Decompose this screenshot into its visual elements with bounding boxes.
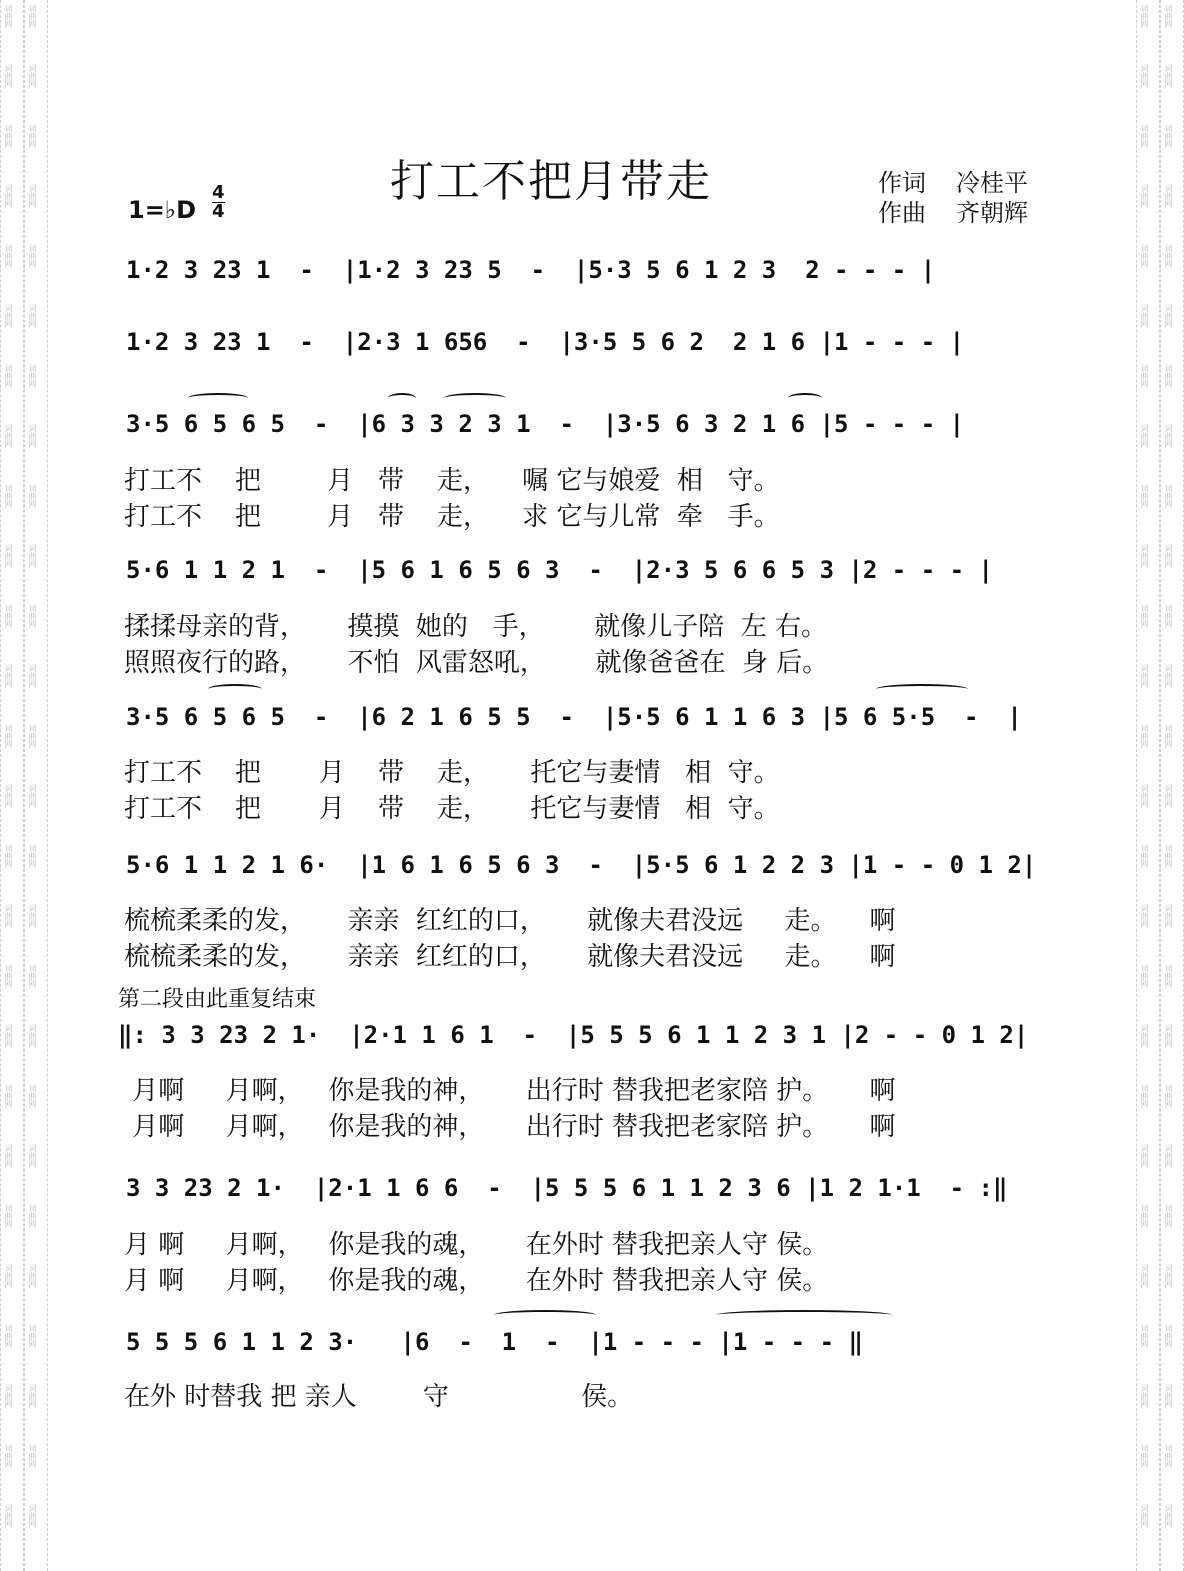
credit-name: 齐朝辉 bbox=[956, 199, 1028, 227]
watermark-text: 词曲网 bbox=[1140, 244, 1149, 268]
watermark-text: 词曲网 bbox=[28, 1324, 37, 1348]
watermark-text: 词曲网 bbox=[1140, 64, 1149, 88]
watermark-text: 词曲网 bbox=[28, 664, 37, 688]
watermark-text: 词曲网 bbox=[1164, 604, 1173, 628]
watermark-text: 词曲网 bbox=[1164, 724, 1173, 748]
watermark-text: 词曲网 bbox=[1164, 964, 1173, 988]
watermark-text: 词曲网 bbox=[28, 1024, 37, 1048]
watermark-text: 词曲网 bbox=[1164, 544, 1173, 568]
watermark-text: 词曲网 bbox=[28, 724, 37, 748]
watermark-text: 词曲网 bbox=[1164, 1084, 1173, 1108]
watermark-text: 词曲网 bbox=[4, 1024, 13, 1048]
watermark-text: 词曲网 bbox=[1140, 4, 1149, 28]
watermark-text: 词曲网 bbox=[28, 964, 37, 988]
watermark-text: 词曲网 bbox=[1164, 844, 1173, 868]
notation-line-4: 5·6 1 1 2 1 - |5 6 1 6 5 6 3 - |2·3 5 6 6 5 3 |2 - - - | bbox=[126, 556, 993, 584]
watermark-text: 词曲网 bbox=[28, 904, 37, 928]
time-signature-top: 4 bbox=[212, 182, 225, 203]
watermark-text: 词曲网 bbox=[1164, 244, 1173, 268]
watermark-text: 词曲网 bbox=[28, 1384, 37, 1408]
left-watermark-strip-2 bbox=[24, 0, 48, 1571]
watermark-text: 词曲网 bbox=[1164, 184, 1173, 208]
watermark-text: 词曲网 bbox=[28, 4, 37, 28]
time-signature-bottom: 4 bbox=[212, 201, 225, 222]
watermark-text: 词曲网 bbox=[4, 4, 13, 28]
watermark-text: 词曲网 bbox=[4, 64, 13, 88]
credit-role: 作词 bbox=[878, 169, 926, 197]
credit-name: 冷桂平 bbox=[956, 169, 1028, 197]
composer-credit bbox=[878, 198, 1028, 228]
watermark-text: 词曲网 bbox=[28, 304, 37, 328]
watermark-text: 词曲网 bbox=[1164, 784, 1173, 808]
watermark-text: 词曲网 bbox=[1140, 304, 1149, 328]
notation-line-5: 3·5 6 5 6 5 - |6 2 1 6 5 5 - |5·5 6 1 1 6 3 |5 6 5·5 - | bbox=[126, 703, 1022, 731]
watermark-text: 词曲网 bbox=[28, 184, 37, 208]
watermark-text: 词曲网 bbox=[28, 1204, 37, 1228]
lyric-line: 月啊 月啊， 你是我的神， 出行时 替我把老家陪 护。 啊 bbox=[124, 1076, 896, 1106]
watermark-text: 词曲网 bbox=[1164, 1444, 1173, 1468]
watermark-text: 词曲网 bbox=[1140, 664, 1149, 688]
watermark-text: 词曲网 bbox=[4, 724, 13, 748]
watermark-text: 词曲网 bbox=[1140, 544, 1149, 568]
watermark-text: 词曲网 bbox=[4, 364, 13, 388]
slur-mark bbox=[188, 393, 248, 403]
watermark-text: 词曲网 bbox=[1164, 1504, 1173, 1528]
right-watermark-strip-2 bbox=[1160, 0, 1184, 1571]
watermark-text: 词曲网 bbox=[1140, 904, 1149, 928]
slur-mark bbox=[388, 393, 416, 403]
lyric-line: 揉揉母亲的背， 摸摸 她的 手， 就像儿子陪 左 右。 bbox=[124, 612, 828, 642]
watermark-text: 词曲网 bbox=[4, 1504, 13, 1528]
watermark-text: 词曲网 bbox=[1140, 1084, 1149, 1108]
watermark-text: 词曲网 bbox=[1164, 64, 1173, 88]
watermark-text: 词曲网 bbox=[1164, 1204, 1173, 1228]
lyric-line: 照照夜行的路， 不怕 风雷怒吼， 就像爸爸在 身 后。 bbox=[124, 648, 829, 678]
watermark-text: 词曲网 bbox=[28, 784, 37, 808]
watermark-text: 词曲网 bbox=[4, 964, 13, 988]
watermark-text: 词曲网 bbox=[4, 1324, 13, 1348]
right-watermark-strip bbox=[1136, 0, 1160, 1571]
watermark-text: 词曲网 bbox=[1140, 784, 1149, 808]
slur-mark bbox=[716, 1310, 892, 1320]
watermark-text: 词曲网 bbox=[1164, 364, 1173, 388]
watermark-text: 词曲网 bbox=[1140, 184, 1149, 208]
watermark-text: 词曲网 bbox=[1164, 124, 1173, 148]
watermark-text: 词曲网 bbox=[1140, 1204, 1149, 1228]
watermark-text: 词曲网 bbox=[1140, 844, 1149, 868]
watermark-text: 词曲网 bbox=[4, 1384, 13, 1408]
time-signature bbox=[212, 184, 225, 221]
watermark-text: 词曲网 bbox=[28, 1444, 37, 1468]
notation-line-6: 5·6 1 1 2 1 6· |1 6 1 6 5 6 3 - |5·5 6 1 2 2 3 |1 - - 0 1 2| bbox=[126, 851, 1037, 879]
watermark-text: 词曲网 bbox=[28, 844, 37, 868]
watermark-text: 词曲网 bbox=[28, 64, 37, 88]
watermark-text: 词曲网 bbox=[1164, 484, 1173, 508]
lyric-line: 打工不 把 月 带 走， 托它与妻情 相 守。 bbox=[124, 758, 780, 788]
lyric-line: 打工不 把 月 带 走， 求 它与儿常 牵 手。 bbox=[124, 502, 780, 532]
lyric-line: 月啊 月啊， 你是我的神， 出行时 替我把老家陪 护。 啊 bbox=[124, 1112, 896, 1142]
watermark-text: 词曲网 bbox=[1140, 964, 1149, 988]
watermark-text: 词曲网 bbox=[1140, 1504, 1149, 1528]
notation-line-9: 5 5 5 6 1 1 2 3· |6 - 1 - |1 - - - |1 - - - ‖ bbox=[126, 1328, 863, 1356]
lyricist-credit bbox=[878, 168, 1028, 198]
watermark-text: 词曲网 bbox=[1164, 1024, 1173, 1048]
watermark-text: 词曲网 bbox=[4, 1204, 13, 1228]
watermark-text: 词曲网 bbox=[4, 304, 13, 328]
notation-line-3: 3·5 6 5 6 5 - |6 3 3 2 3 1 - |3·5 6 3 2 1 6 |5 - - - | bbox=[126, 410, 965, 438]
lyric-line: 梳梳柔柔的发， 亲亲 红红的口， 就像夫君没远 走。 啊 bbox=[124, 906, 896, 936]
lyric-line: 在外 时替我 把 亲人 守 侯。 bbox=[124, 1382, 634, 1412]
watermark-text: 词曲网 bbox=[4, 1264, 13, 1288]
slur-mark bbox=[494, 1310, 596, 1320]
watermark-text: 词曲网 bbox=[1140, 604, 1149, 628]
watermark-text: 词曲网 bbox=[28, 424, 37, 448]
watermark-text: 词曲网 bbox=[28, 544, 37, 568]
watermark-text: 词曲网 bbox=[28, 1504, 37, 1528]
watermark-text: 词曲网 bbox=[1164, 1264, 1173, 1288]
notation-line-7: ‖: 3 3 23 2 1· |2·1 1 6 1 - |5 5 5 6 1 1 2 3 1 |2 - - 0 1 2| bbox=[118, 1021, 1029, 1049]
notation-line-2: 1·2 3 23 1 - |2·3 1 656 - |3·5 5 6 2 2 1 6 |1 - - - | bbox=[126, 328, 965, 356]
watermark-text: 词曲网 bbox=[28, 124, 37, 148]
watermark-text: 词曲网 bbox=[28, 1264, 37, 1288]
watermark-text: 词曲网 bbox=[28, 484, 37, 508]
watermark-text: 词曲网 bbox=[1140, 1444, 1149, 1468]
lyric-line: 月 啊 月啊， 你是我的魂， 在外时 替我把亲人守 侯。 bbox=[124, 1266, 829, 1296]
watermark-text: 词曲网 bbox=[28, 1144, 37, 1168]
watermark-text: 词曲网 bbox=[4, 1444, 13, 1468]
watermark-text: 词曲网 bbox=[1164, 424, 1173, 448]
credit-role: 作曲 bbox=[878, 199, 926, 227]
slur-mark bbox=[788, 393, 822, 403]
watermark-text: 词曲网 bbox=[1164, 1384, 1173, 1408]
watermark-text: 词曲网 bbox=[4, 664, 13, 688]
repeat-instruction: 第二段由此重复结束 bbox=[118, 987, 317, 1012]
watermark-text: 词曲网 bbox=[4, 1144, 13, 1168]
watermark-text: 词曲网 bbox=[4, 544, 13, 568]
watermark-text: 词曲网 bbox=[1164, 1144, 1173, 1168]
lyric-line: 梳梳柔柔的发， 亲亲 红红的口， 就像夫君没远 走。 啊 bbox=[124, 942, 896, 972]
watermark-text: 词曲网 bbox=[1140, 364, 1149, 388]
watermark-text: 词曲网 bbox=[1140, 124, 1149, 148]
watermark-text: 词曲网 bbox=[1164, 1324, 1173, 1348]
watermark-text: 词曲网 bbox=[28, 1084, 37, 1108]
notation-line-1: 1·2 3 23 1 - |1·2 3 23 5 - |5·3 5 6 1 2 3 2 - - - | bbox=[126, 256, 936, 284]
watermark-text: 词曲网 bbox=[4, 244, 13, 268]
watermark-text: 词曲网 bbox=[1140, 1324, 1149, 1348]
slur-mark bbox=[208, 684, 262, 694]
watermark-text: 词曲网 bbox=[28, 364, 37, 388]
credits bbox=[878, 168, 1028, 228]
watermark-text: 词曲网 bbox=[1140, 1024, 1149, 1048]
watermark-text: 词曲网 bbox=[4, 424, 13, 448]
notation-line-8: 3 3 23 2 1· |2·1 1 6 6 - |5 5 5 6 1 1 2 3 6 |1 2 1·1 - :‖ bbox=[126, 1174, 1008, 1202]
watermark-text: 词曲网 bbox=[4, 484, 13, 508]
left-watermark-strip bbox=[0, 0, 24, 1571]
watermark-text: 词曲网 bbox=[4, 184, 13, 208]
watermark-text: 词曲网 bbox=[4, 604, 13, 628]
watermark-text: 词曲网 bbox=[28, 604, 37, 628]
watermark-text: 词曲网 bbox=[4, 124, 13, 148]
watermark-text: 词曲网 bbox=[1140, 484, 1149, 508]
watermark-text: 词曲网 bbox=[4, 784, 13, 808]
slur-mark bbox=[876, 684, 968, 694]
watermark-text: 词曲网 bbox=[28, 244, 37, 268]
lyric-line: 月 啊 月啊， 你是我的魂， 在外时 替我把亲人守 侯。 bbox=[124, 1230, 829, 1260]
watermark-text: 词曲网 bbox=[1140, 1144, 1149, 1168]
watermark-text: 词曲网 bbox=[1140, 1384, 1149, 1408]
watermark-text: 词曲网 bbox=[1164, 304, 1173, 328]
song-title: 打工不把月带走 bbox=[390, 156, 712, 207]
key-signature: 1=♭D bbox=[128, 196, 197, 224]
watermark-text: 词曲网 bbox=[1164, 4, 1173, 28]
watermark-text: 词曲网 bbox=[1140, 1264, 1149, 1288]
lyric-line: 打工不 把 月 带 走， 托它与妻情 相 守。 bbox=[124, 794, 780, 824]
watermark-text: 词曲网 bbox=[1164, 664, 1173, 688]
watermark-text: 词曲网 bbox=[4, 844, 13, 868]
watermark-text: 词曲网 bbox=[4, 904, 13, 928]
lyric-line: 打工不 把 月 带 走， 嘱 它与娘爱 相 守。 bbox=[124, 466, 780, 496]
watermark-text: 词曲网 bbox=[1164, 904, 1173, 928]
watermark-text: 词曲网 bbox=[1140, 424, 1149, 448]
watermark-text: 词曲网 bbox=[4, 1084, 13, 1108]
watermark-text: 词曲网 bbox=[1140, 724, 1149, 748]
slur-mark bbox=[444, 393, 506, 403]
